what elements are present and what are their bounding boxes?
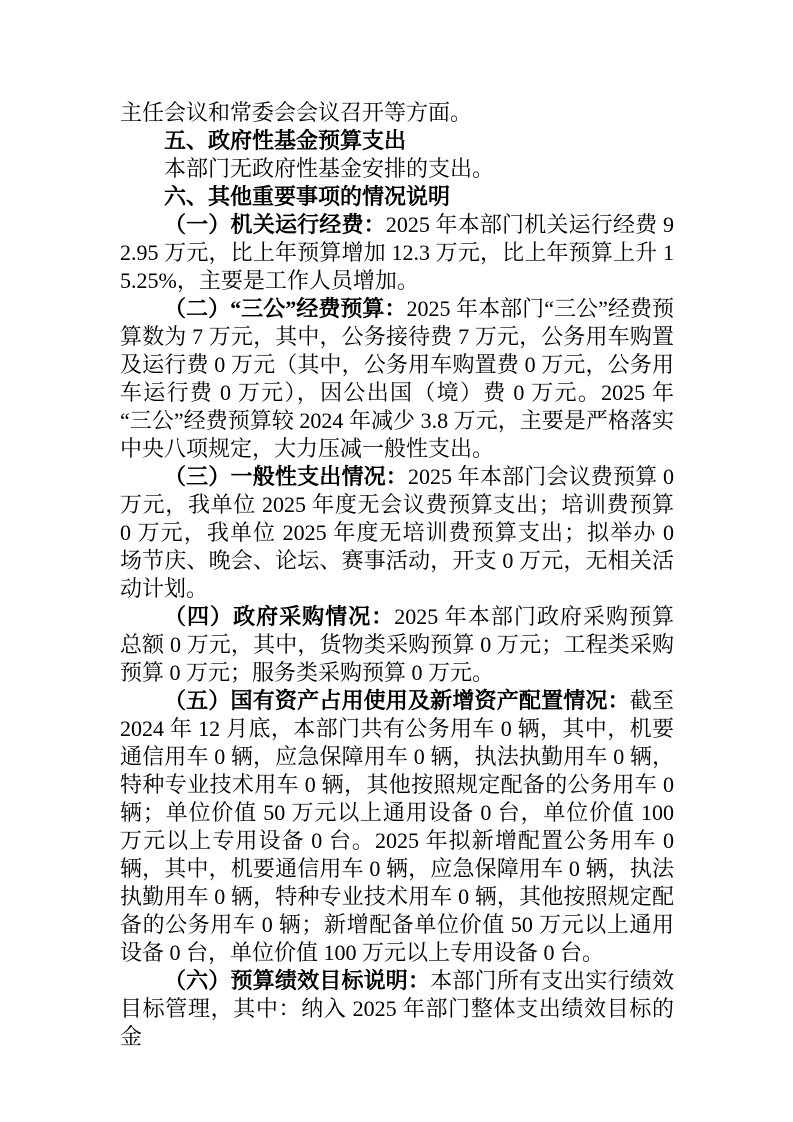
- item-lead: （一）机关运行经费：: [164, 212, 386, 237]
- item-lead: （四）政府采购情况：: [164, 604, 395, 629]
- text-block: [120, 99, 674, 1051]
- item-text: 2025 年本部门机关运行经费 92.95 万元，比上年预算增加 12.3 万元，比上年预算上升 15.25%，主要是工作人员增加。: [120, 212, 674, 293]
- item-lead: （三）一般性支出情况：: [164, 464, 408, 489]
- item-text: 2025 年本部门政府采购预算总额 0 万元，其中，货物类采购预算 0 万元；工程类采购预算 0 万元；服务类采购预算 0 万元。: [120, 604, 674, 685]
- item-text: 截至 2024 年 12 月底，本部门共有公务用车 0 辆，其中，机要通信用车 0 辆，应急保障用车 0 辆，执法执勤用车 0 辆，特种专业技术用车 0 辆，其他按照规定配备的公务用车 0 辆；单位价值 50 万元以上通用设备 0 台，单位价值 100 万元以上专用设备 0 台。2025 年拟新增配置公务用车 0 辆，其中，机要通信用车 0 辆，应急保障用车 0 辆，执法执勤用车 0 辆，特种专业技术用车 0 辆，其他按照规定配备的公务用车 0 辆；新增配备单位价值 50 万元以上通用设备 0 台，单位价值 100 万元以上专用设备 0 台。: [120, 688, 674, 965]
- paragraph-text: 本部门无政府性基金安排的支出。: [164, 156, 495, 181]
- item-text: 2025 年本部门“三公”经费预算数为 7 万元，其中，公务接待费 7 万元，公务用车购置及运行费 0 万元（其中，公务用车购置费 0 万元，公务用车运行费 0 万元），因公出国（境）费 0 万元。2025 年“三公”经费预算较 2024 年减少 3.8 万元，主要是严格落实中央八项规定，大力压减一般性支出。: [120, 296, 674, 461]
- item-lead: （六）预算绩效目标说明：: [164, 968, 431, 993]
- item-text: 本部门所有支出实行绩效目标管理，其中：纳入 2025 年部门整体支出绩效目标的金: [120, 968, 674, 1049]
- paragraph-item-2: [120, 295, 674, 463]
- heading-text: 六、其他重要事项的情况说明: [164, 184, 451, 209]
- paragraph-item-4: [120, 603, 674, 687]
- paragraph-item-6: [120, 967, 674, 1051]
- item-lead: （五）国有资产占用使用及新增资产配置情况：: [164, 688, 630, 713]
- paragraph-text: 主任会议和常委会会议召开等方面。: [120, 100, 473, 125]
- item-text: 2025 年本部门会议费预算 0 万元，我单位 2025 年度无会议费预算支出；培训费预算 0 万元，我单位 2025 年度无培训费预算支出；拟举办 0 场节庆、晚会、论坛、赛事活动，开支 0 万元，无相关活动计划。: [120, 464, 674, 601]
- item-lead: （二）“三公”经费预算：: [164, 296, 407, 321]
- paragraph-section-5-body: [120, 155, 674, 183]
- paragraph-item-5: [120, 687, 674, 967]
- paragraph-item-1: [120, 211, 674, 295]
- heading-section-5: [120, 127, 674, 155]
- paragraph-continuation: [120, 99, 674, 127]
- heading-section-6: [120, 183, 674, 211]
- heading-text: 五、政府性基金预算支出: [164, 128, 407, 153]
- paragraph-item-3: [120, 463, 674, 603]
